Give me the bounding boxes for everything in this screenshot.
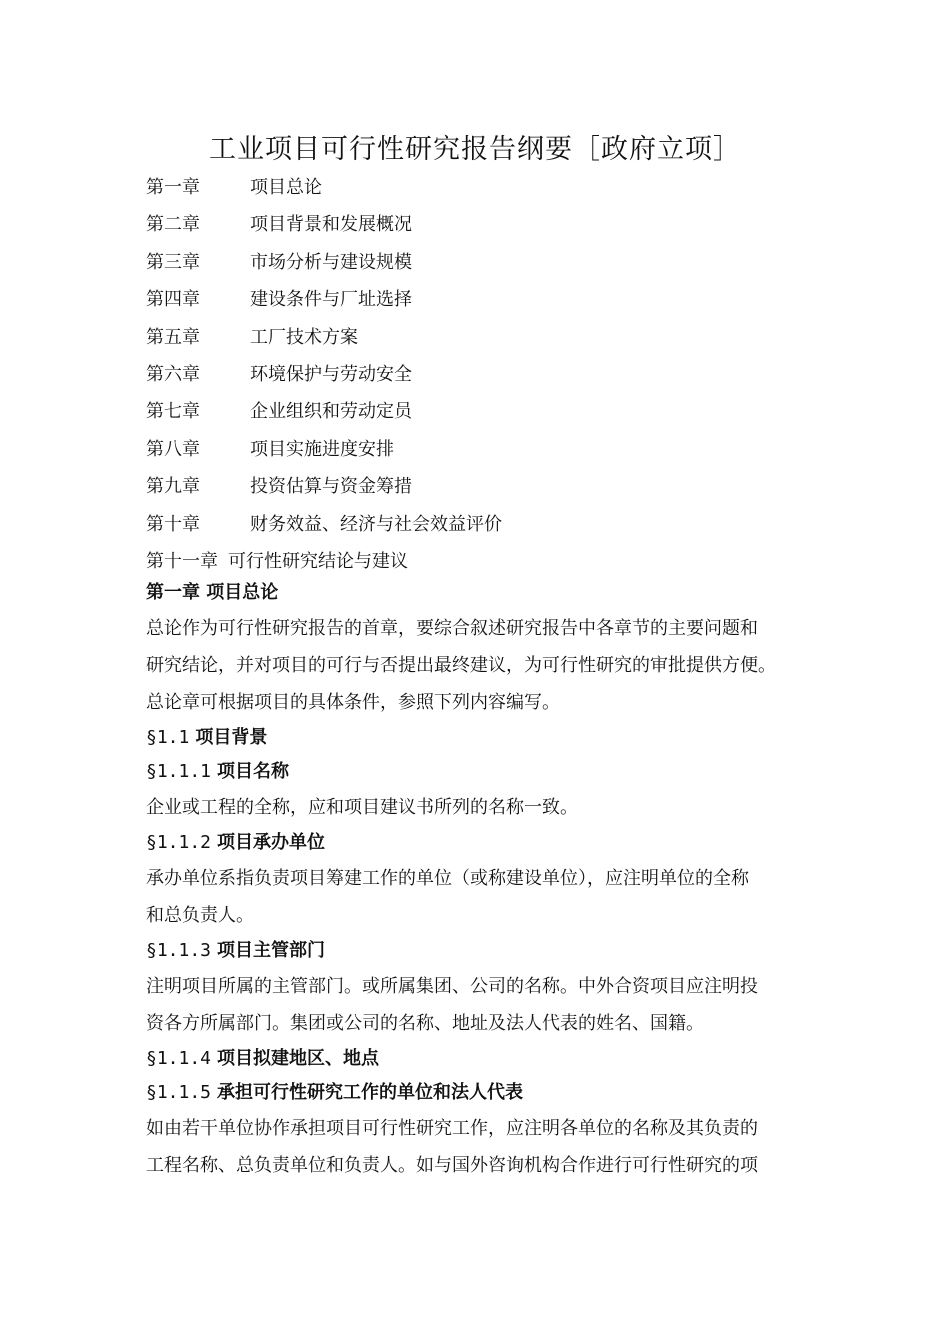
toc-item bbox=[146, 393, 826, 430]
toc-chapter-number: 第二章 bbox=[146, 214, 200, 236]
table-of-contents bbox=[146, 169, 826, 580]
paragraph-line: 总论章可根据项目的具体条件，参照下列内容编写。 bbox=[146, 692, 560, 713]
section-title: 项目承办单位 bbox=[217, 832, 326, 853]
toc-chapter-label: 财务效益、经济与社会效益评价 bbox=[250, 513, 502, 535]
toc-item bbox=[146, 356, 826, 393]
chapter-heading: 第一章 项目总论 bbox=[146, 582, 279, 603]
toc-chapter-number: 第十一章 bbox=[146, 550, 218, 572]
toc-chapter-number: 第四章 bbox=[146, 289, 200, 311]
toc-chapter-label: 建设条件与厂址选择 bbox=[250, 289, 412, 311]
paragraph-line: 和总负责人。 bbox=[146, 905, 254, 926]
chapter-one-body bbox=[146, 576, 816, 1184]
toc-item bbox=[146, 244, 826, 281]
toc-chapter-number: 第七章 bbox=[146, 401, 200, 423]
section-title: 项目主管部门 bbox=[217, 940, 326, 961]
toc-item bbox=[146, 206, 826, 243]
toc-chapter-number: 第一章 bbox=[146, 177, 200, 198]
toc-chapter-label: 项目背景和发展概况 bbox=[250, 214, 412, 236]
paragraph-line: 注明项目所属的主管部门。或所属集团、公司的名称。中外合资项目应注明投 bbox=[146, 976, 758, 997]
toc-chapter-label: 可行性研究结论与建议 bbox=[228, 550, 408, 572]
section-heading bbox=[146, 755, 816, 789]
section-heading bbox=[146, 934, 816, 968]
document-title: 工业项目可行性研究报告纲要［政府立项］ bbox=[209, 134, 741, 165]
section-title: 项目拟建地区、地点 bbox=[217, 1048, 380, 1069]
toc-chapter-number: 第三章 bbox=[146, 251, 200, 273]
toc-item bbox=[146, 431, 826, 468]
section-title: 项目名称 bbox=[217, 761, 290, 782]
toc-item bbox=[146, 543, 826, 580]
section-heading bbox=[146, 721, 816, 755]
paragraph-line: 总论作为可行性研究报告的首章，要综合叙述研究报告中各章节的主要问题和 bbox=[146, 618, 758, 639]
toc-chapter-label: 企业组织和劳动定员 bbox=[250, 401, 412, 423]
section-number: §1.1 bbox=[146, 727, 190, 748]
paragraph-line: 如由若干单位协作承担项目可行性研究工作，应注明各单位的名称及其负责的 bbox=[146, 1118, 758, 1139]
toc-chapter-number: 第六章 bbox=[146, 363, 200, 385]
section-number: §1.1.3 bbox=[146, 940, 212, 961]
section-heading bbox=[146, 826, 816, 860]
toc-chapter-label: 项目实施进度安排 bbox=[250, 438, 394, 460]
section-number: §1.1.1 bbox=[146, 761, 212, 782]
section-number: §1.1.2 bbox=[146, 832, 212, 853]
paragraph-line: 工程名称、总负责单位和负责人。如与国外咨询机构合作进行可行性研究的项 bbox=[146, 1155, 758, 1176]
toc-chapter-number: 第九章 bbox=[146, 476, 200, 498]
toc-chapter-number: 第五章 bbox=[146, 326, 200, 348]
paragraph-line: 研究结论，并对项目的可行与否提出最终建议，为可行性研究的审批提供方便。 bbox=[146, 655, 776, 676]
paragraph-line: 企业或工程的全称，应和项目建议书所列的名称一致。 bbox=[146, 797, 578, 818]
section-heading bbox=[146, 1042, 816, 1076]
section-title: 项目背景 bbox=[195, 727, 268, 748]
toc-chapter-number: 第八章 bbox=[146, 438, 200, 460]
toc-chapter-label: 项目总论 bbox=[250, 177, 322, 198]
toc-item bbox=[146, 506, 826, 543]
toc-item bbox=[146, 319, 826, 356]
toc-item bbox=[146, 281, 826, 318]
paragraph-line: 资各方所属部门。集团或公司的名称、地址及法人代表的姓名、国籍。 bbox=[146, 1013, 704, 1034]
toc-chapter-label: 市场分析与建设规模 bbox=[250, 251, 412, 273]
toc-chapter-label: 投资估算与资金筹措 bbox=[250, 476, 412, 498]
section-title: 承担可行性研究工作的单位和法人代表 bbox=[217, 1082, 524, 1103]
paragraph-line: 承办单位系指负责项目筹建工作的单位（或称建设单位），应注明单位的全称 bbox=[146, 868, 749, 889]
section-number: §1.1.4 bbox=[146, 1048, 212, 1069]
toc-item bbox=[146, 468, 826, 505]
toc-chapter-label: 环境保护与劳动安全 bbox=[250, 363, 412, 385]
toc-chapter-label: 工厂技术方案 bbox=[250, 326, 358, 348]
section-heading bbox=[146, 1076, 816, 1110]
toc-chapter-number: 第十章 bbox=[146, 513, 200, 535]
toc-item bbox=[146, 169, 826, 206]
section-number: §1.1.5 bbox=[146, 1082, 212, 1103]
